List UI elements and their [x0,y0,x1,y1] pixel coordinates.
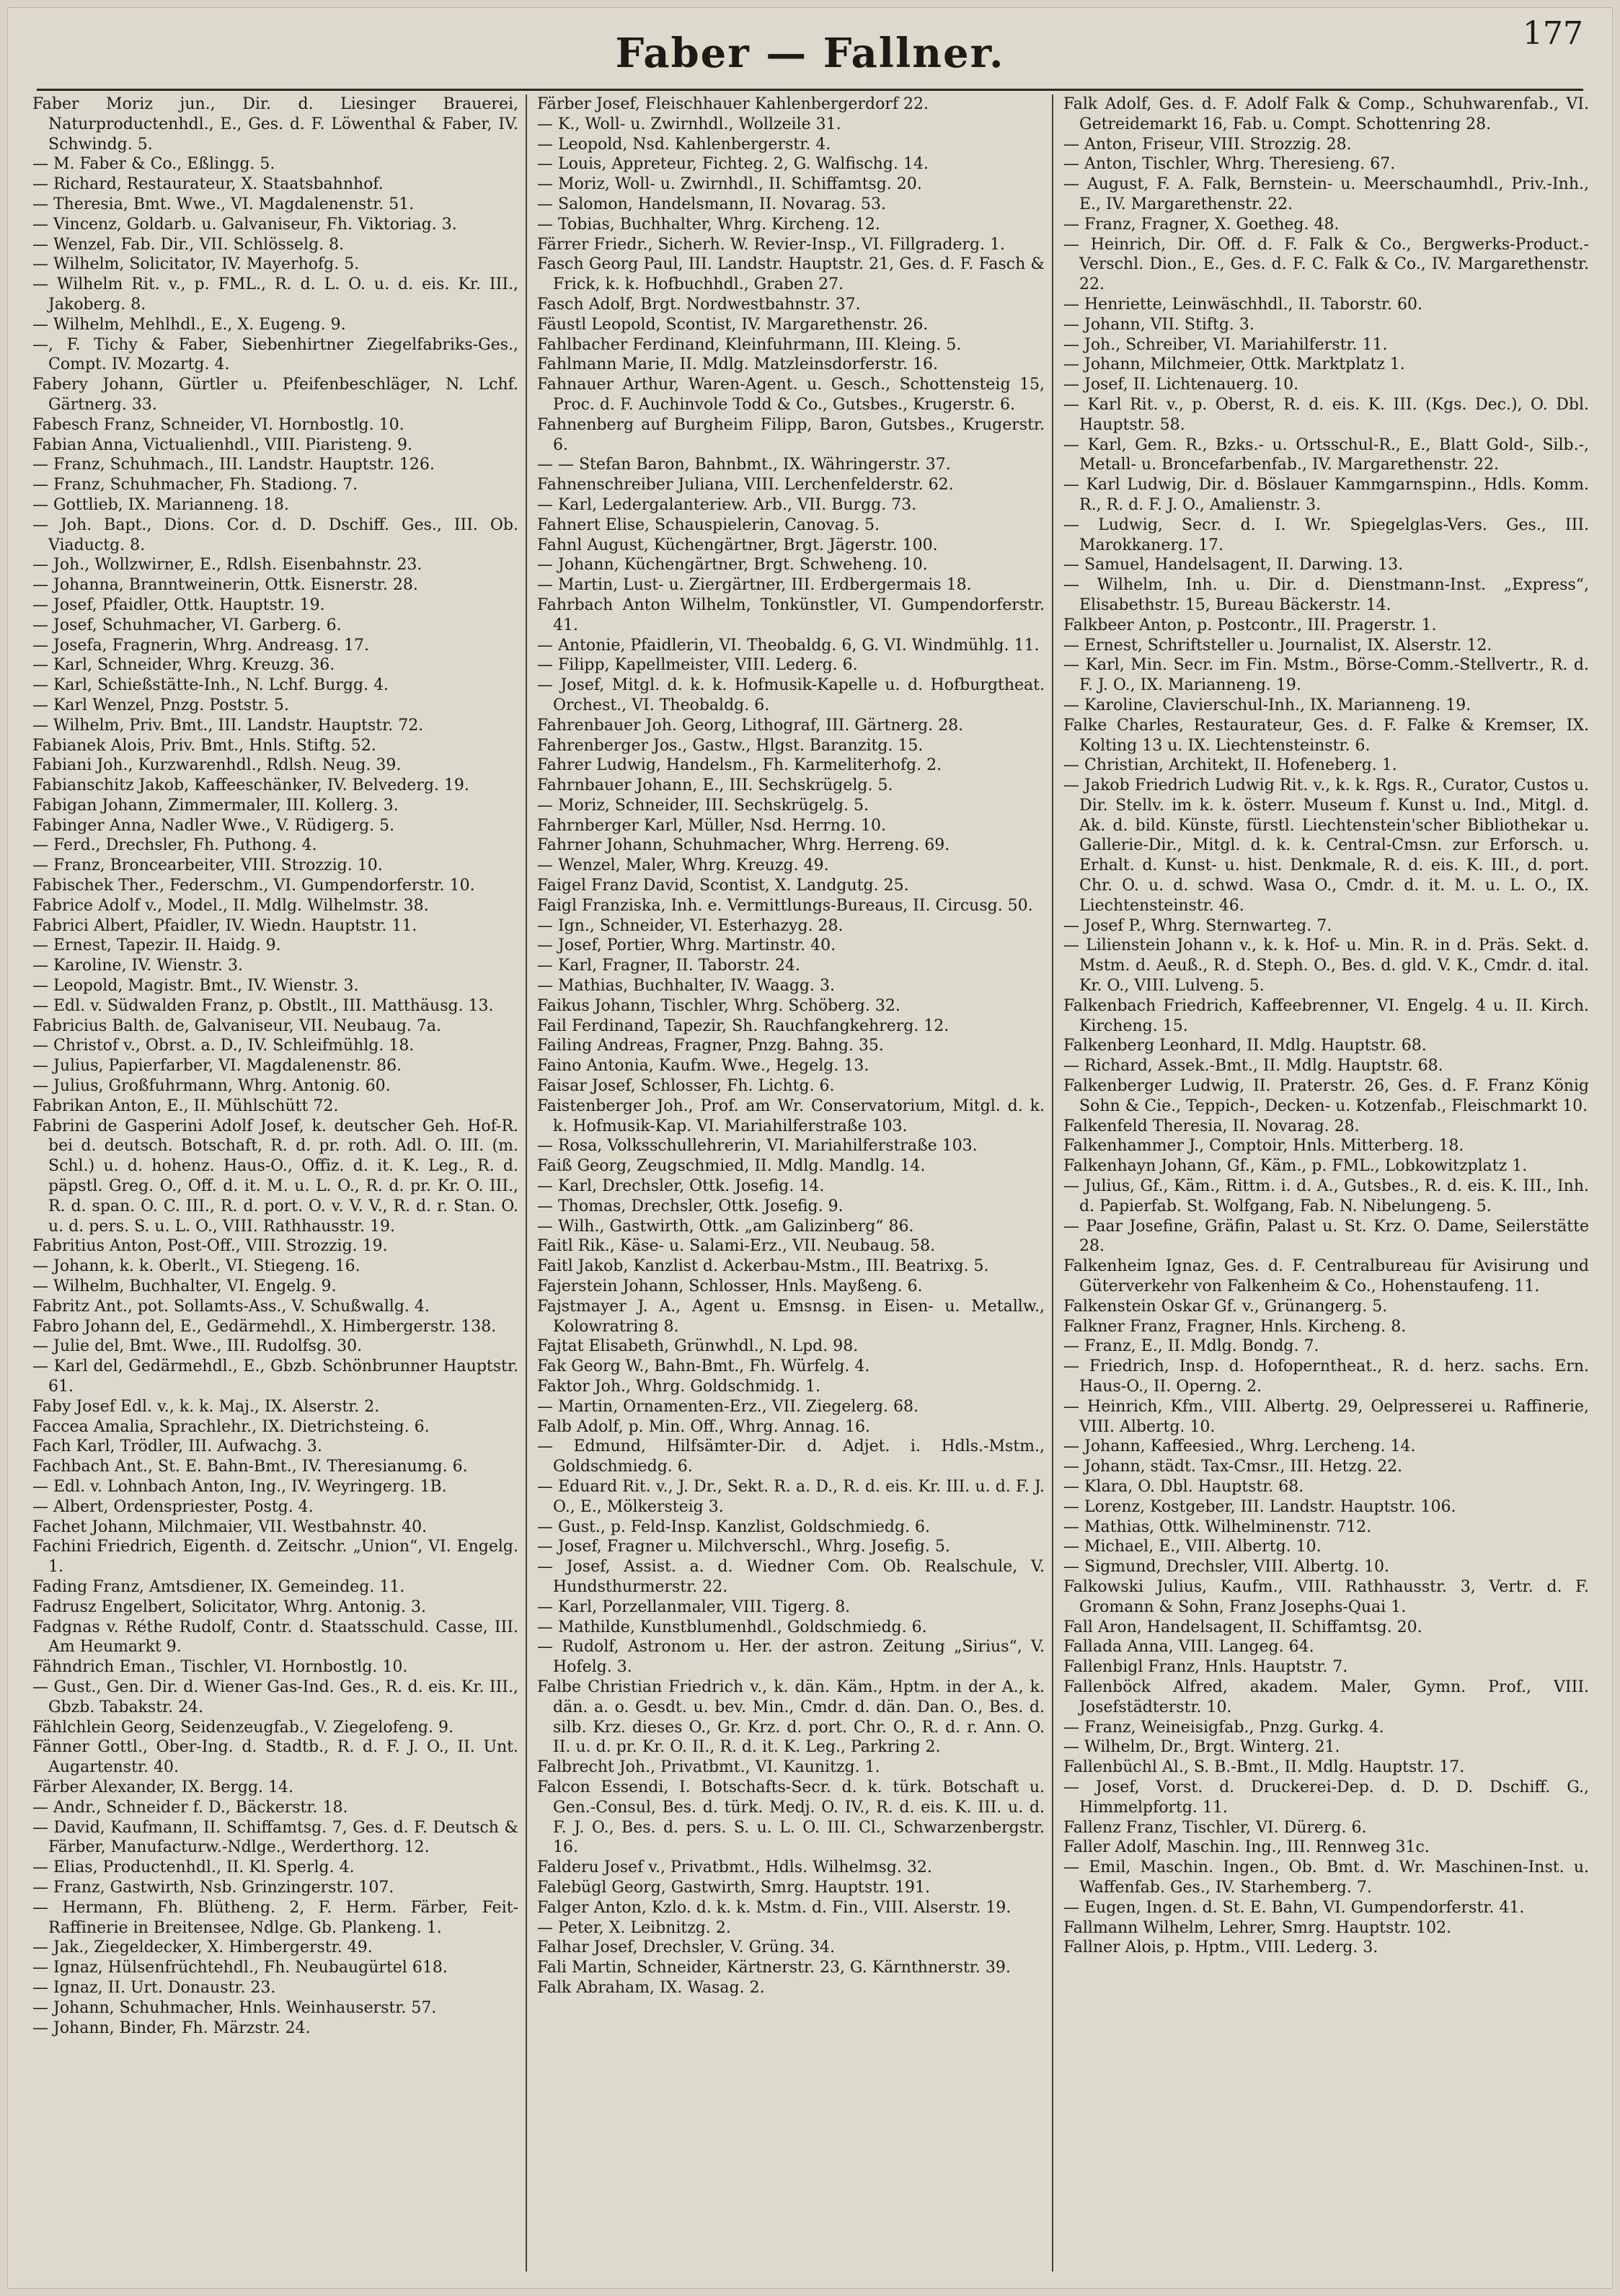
directory-entry: Falebügl Georg, Gastwirth, Smrg. Hauptstr. 191. [537,1878,931,1897]
directory-entry: — Josef, Vorst. d. Druckerei-Dep. d. D. D. Dschiff. G., Himmelpfortg. 11. [1063,1778,1589,1817]
directory-entry: — Heinrich, Dir. Off. d. F. Falk & Co., Bergwerks-Product.-Verschl. Dion., E., Ges. d. F. C. Falk & Co., IV. Margarethenstr. 22. [1063,235,1589,294]
directory-entry: Fählchlein Georg, Seidenzeugfab., V. Ziegelofeng. 9. [32,1718,453,1737]
directory-entry: — Rosa, Volksschullehrerin, VI. Mariahilferstraße 103. [537,1137,978,1156]
directory-entry: — Michael, E., VIII. Albertg. 10. [1063,1538,1322,1556]
directory-entry: — Franz, Weineisigfab., Pnzg. Gurkg. 4. [1063,1718,1384,1737]
directory-entry: Fak Georg W., Bahn-Bmt., Fh. Würfelg. 4. [537,1357,870,1376]
directory-entry: Faber Moriz jun., Dir. d. Liesinger Brauerei, Naturproductenhdl., E., Ges. d. F. Löwenthal & Faber, IV. Schwindg. 5. [32,95,518,154]
directory-column-3 [1053,94,1598,2271]
directory-entry: — David, Kaufmann, II. Schiffamtsg. 7, Ges. d. F. Deutsch & Färber, Manufacturw.-Ndlge., Werderthorg. 12. [32,1818,518,1857]
directory-entry: — Peter, X. Leibnitzg. 2. [537,1918,731,1937]
directory-entry: Faller Adolf, Maschin. Ing., III. Rennweg 31c. [1063,1838,1430,1857]
directory-entry: — Thomas, Drechsler, Ottk. Josefig. 9. [537,1197,844,1215]
directory-entry: Fabery Johann, Gürtler u. Pfeifenbeschläger, N. Lchf. Gärtnerg. 33. [32,376,518,414]
directory-entry: Faccea Amalia, Sprachlehr., IX. Dietrichsteing. 6. [32,1417,430,1436]
directory-entry: — Karl del, Gedärmehdl., E., Gbzb. Schönbrunner Hauptstr. 61. [32,1357,518,1396]
directory-entry: — Julius, Gf., Käm., Rittm. i. d. A., Gutsbes., R. d. eis. K. III., Inh. d. Papierfab. St. Wolfgang, Fab. N. Nibelungeng. 5. [1063,1177,1589,1215]
directory-entry: Fadgnas v. Réthe Rudolf, Contr. d. Staatsschuld. Casse, III. Am Heumarkt 9. [32,1618,518,1657]
directory-entry: Fahlbacher Ferdinand, Kleinfuhrmann, III. Kleing. 5. [537,335,962,354]
directory-entry: — Ernest, Schriftsteller u. Journalist, IX. Alserstr. 12. [1063,636,1492,655]
directory-entry: — Johann, Milchmeier, Ottk. Marktplatz 1. [1063,355,1405,374]
directory-entry: Fallner Alois, p. Hptm., VIII. Lederg. 3. [1063,1938,1378,1957]
directory-entry: — Franz, Fragner, X. Goetheg. 48. [1063,215,1340,234]
directory-entry: — Ernest, Tapezir. II. Haidg. 9. [32,936,281,955]
directory-entry: Falkenheim Ignaz, Ges. d. F. Centralbureau für Avisirung und Güterverkehr von Falkenheim & Co., Hohenstaufeng. 11. [1063,1257,1589,1296]
directory-entry: — Edmund, Hilfsämter-Dir. d. Adjet. i. Hdls.-Mstm., Goldschmiedg. 6. [537,1437,1045,1476]
directory-entry: — Edl. v. Lohnbach Anton, Ing., IV. Weyringerg. 1B. [32,1477,447,1496]
directory-entry: — Karl, Fragner, II. Taborstr. 24. [537,957,800,975]
directory-entry: Fabianschitz Jakob, Kaffeeschänker, IV. Belvederg. 19. [32,776,469,795]
directory-entry: Fali Martin, Schneider, Kärtnerstr. 23, G. Kärnthnerstr. 39. [537,1959,1011,1977]
directory-entry: — Joh., Wollzwirner, E., Rdlsh. Eisenbahnstr. 23. [32,556,422,575]
directory-entry: Fahlmann Marie, II. Mdlg. Matzleinsdorferstr. 16. [537,355,939,374]
directory-entry: Faisar Josef, Schlosser, Fh. Lichtg. 6. [537,1077,835,1096]
directory-entry: Fahnert Elise, Schauspielerin, Canovag. 5. [537,515,880,534]
directory-column-1 [22,94,527,2271]
directory-entry: — Josef P., Whrg. Sternwarteg. 7. [1063,916,1332,935]
directory-entry: — Heinrich, Kfm., VIII. Albertg. 29, Oelpresserei u. Raffinerie, VIII. Albertg. 10. [1063,1397,1589,1436]
directory-entry: Fahrbach Anton Wilhelm, Tonkünstler, VI. Gumpendorferstr. 41. [537,595,1045,634]
directory-entry: Fabrici Albert, Pfaidler, IV. Wiedn. Hauptstr. 11. [32,916,417,935]
directory-entry: Fabian Anna, Victualienhdl., VIII. Piaristeng. 9. [32,435,412,454]
directory-entry: — Jakob Friedrich Ludwig Rit. v., k. k. Rgs. R., Curator, Custos u. Dir. Stellv. im k. k. österr. Museum f. Kunst u. Ind., Mitgl. d. Ak. d. bild. Künste, fürstl. Liechtenstein'scher Bibliothekar u. Gallerie-Dir., Mitgl. d. k. k. Central-Cmsn. zur Erforsch. u. Erhalt. d. Kunst- u. hist. Denkmale, R. d. eis. K. III., d. port. Chr. O. u. d. schwd. Wasa O., Cmdr. d. it. M. u. L. O., IX. Liechtensteinstr. 46. [1063,776,1589,915]
page-title: Faber — Fallner. [615,30,1005,77]
directory-entry: — Wilhelm, Buchhalter, VI. Engelg. 9. [32,1277,337,1296]
directory-entry: Falkenstein Oskar Gf. v., Grünangerg. 5. [1063,1297,1388,1316]
directory-entry: — Johann, VII. Stiftg. 3. [1063,315,1254,334]
directory-entry: — Franz, Schuhmacher, Fh. Stadiong. 7. [32,476,358,495]
directory-entry: Fachbach Ant., St. E. Bahn-Bmt., IV. Theresianumg. 6. [32,1458,468,1476]
directory-entry: — Wilh., Gastwirth, Ottk. „am Galizinberg“ 86. [537,1217,914,1236]
directory-entry: Fahnenberg auf Burgheim Filipp, Baron, Gutsbes., Krugerstr. 6. [537,415,1045,454]
directory-entry: Fabrini de Gasperini Adolf Josef, k. deutscher Geh. Hof-R. bei d. deutsch. Botschaft, R. d. pr. roth. Adl. O. III. (m. Schl.) u. d. hohenz. Haus-O., Offiz. d. it. K. Leg., R. d. päpstl. Greg. O., Off. d. it. M. u. L. O., R. d. pr. Kr. O. III., R. d. span. O. C. III., R. d. port. O. v. V. V., R. d. r. Stan. O. u. d. pers. S. u. L. O., VIII. Rathhausstr. 19. [32,1117,518,1236]
directory-entry: Fajtat Elisabeth, Grünwhdl., N. Lpd. 98. [537,1337,859,1356]
directory-entry: Fabianek Alois, Priv. Bmt., Hnls. Stiftg. 52. [32,736,376,755]
directory-entry: Faitl Rik., Käse- u. Salami-Erz., VII. Neubaug. 58. [537,1237,936,1256]
directory-entry: Falhar Josef, Drechsler, V. Grüng. 34. [537,1938,836,1957]
directory-entry: — M. Faber & Co., Eßlingg. 5. [32,155,275,174]
directory-entry: Fallmann Wilhelm, Lehrer, Smrg. Hauptstr. 102. [1063,1918,1452,1937]
directory-page [7,7,1613,2289]
directory-entry: Fabiani Joh., Kurzwarenhdl., Rdlsh. Neug. 39. [32,756,402,775]
directory-entry: Faigl Franziska, Inh. e. Vermittlungs-Bureaus, II. Circusg. 50. [537,896,1033,915]
directory-entry: — Wenzel, Fab. Dir., VII. Schlösselg. 8. [32,235,345,254]
directory-entry: — Gust., Gen. Dir. d. Wiener Gas-Ind. Ges., R. d. eis. Kr. III., Gbzb. Tabakstr. 24. [32,1677,518,1716]
directory-entry: Fahnenschreiber Juliana, VIII. Lerchenfelderstr. 62. [537,476,954,495]
directory-entry: — Franz, Broncearbeiter, VIII. Strozzig. 10. [32,856,383,875]
directory-entry: — Christian, Architekt, II. Hofeneberg. 1. [1063,756,1397,775]
directory-entry: Failing Andreas, Fragner, Pnzg. Bahng. 35. [537,1037,884,1055]
directory-entry: — Henriette, Leinwäschhdl., II. Taborstr. 60. [1063,295,1422,314]
directory-entry: — Josef, Assist. a. d. Wiedner Com. Ob. Realschule, V. Hundsthurmerstr. 22. [537,1558,1045,1596]
directory-entry: Falcon Essendi, I. Botschafts-Secr. d. k. türk. Botschaft u. Gen.-Consul, Bes. d. türk. Medj. O. IV., R. d. eis. K. III. u. d. F. J. O., Bes. d. pers. S. u. L. O. III. Cl., Schwarzenbergstr. 16. [537,1778,1045,1857]
directory-entry: — Wilhelm, Priv. Bmt., III. Landstr. Hauptstr. 72. [32,716,424,735]
directory-entry: — Johann, k. k. Oberlt., VI. Stiegeng. 16. [32,1257,360,1276]
directory-entry: Fahrner Johann, Schuhmacher, Whrg. Herreng. 69. [537,836,950,855]
directory-entry: — K., Woll- u. Zwirnhdl., Wollzeile 31. [537,115,841,133]
directory-entry: — Richard, Restaurateur, X. Staatsbahnhof. [32,175,384,194]
directory-entry: — Samuel, Handelsagent, II. Darwing. 13. [1063,556,1404,575]
directory-entry: — Hermann, Fh. Blütheng. 2, F. Herm. Färber, Feit-Raffinerie in Breitensee, Ndlge. Gb. Plankeng. 1. [32,1898,518,1937]
directory-entry: — Edl. v. Südwalden Franz, p. Obstlt., III. Matthäusg. 13. [32,996,494,1015]
directory-entry: — Karl, Min. Secr. im Fin. Mstm., Börse-Comm.-Stellvertr., R. d. F. J. O., IX. Marianneng. 19. [1063,656,1589,695]
directory-entry: Fabischek Ther., Federschm., VI. Gumpendorferstr. 10. [32,877,475,895]
directory-entry: — Jak., Ziegeldecker, X. Himbergerstr. 49. [32,1938,373,1957]
directory-entry: — Ignaz, Hülsenfrüchtehdl., Fh. Neubaugürtel 618. [32,1959,448,1977]
directory-entry: Falkenbach Friedrich, Kaffeebrenner, VI. Engelg. 4 u. II. Kirch. Kircheng. 15. [1063,996,1589,1035]
directory-entry: Falk Adolf, Ges. d. F. Adolf Falk & Comp., Schuhwarenfab., VI. Getreidemarkt 16, Fab. u. Compt. Schottenring 28. [1063,95,1589,133]
directory-entry: — Mathilde, Kunstblumenhdl., Goldschmiedg. 6. [537,1618,927,1636]
directory-entry: Falbe Christian Friedrich v., k. dän. Käm., Hptm. in der A., k. dän. a. o. Gesdt. u. bev. Min., Cmdr. d. dän. Dan. O., Bes. d. silb. Krz. dieses O., Gr. Krz. d. port. Chr. O., R. d. r. Ann. O. II. u. d. pr. Kr. O. II., R. d. it. K. Leg., Parkring 2. [537,1677,1045,1757]
directory-entry: — Wilhelm, Mehlhdl., E., X. Eugeng. 9. [32,315,346,334]
directory-entry: — Paar Josefine, Gräfin, Palast u. St. Krz. O. Dame, Seilerstätte 28. [1063,1217,1589,1256]
directory-entry: Fabesch Franz, Schneider, VI. Hornbostlg. 10. [32,415,404,434]
directory-entry: Fallenböck Alfred, akadem. Maler, Gymn. Prof., VIII. Josefstädterstr. 10. [1063,1677,1589,1716]
directory-entry: — Josefa, Fragnerin, Whrg. Andreasg. 17. [32,636,369,655]
directory-entry: — Johanna, Branntweinerin, Ottk. Eisnerstr. 28. [32,576,418,595]
directory-entry: Falkner Franz, Fragner, Hnls. Kircheng. 8. [1063,1317,1407,1336]
directory-entry: — Joh. Bapt., Dions. Cor. d. D. Dschiff. Ges., III. Ob. Viaductg. 8. [32,515,518,554]
directory-entry: Fahrnbauer Johann, E., III. Sechskrügelg. 5. [537,776,893,795]
directory-entry: Falkbeer Anton, p. Postcontr., III. Pragerstr. 1. [1063,616,1437,634]
directory-entry: Fänner Gottl., Ober-Ing. d. Stadtb., R. d. F. J. O., II. Unt. Augartenstr. 40. [32,1738,518,1777]
directory-entry: — Vincenz, Goldarb. u. Galvaniseur, Fh. Viktoriag. 3. [32,215,457,234]
directory-entry: — Leopold, Nsd. Kahlenbergerstr. 4. [537,135,831,154]
directory-entry: — Johann, Kaffeesied., Whrg. Lercheng. 14. [1063,1437,1416,1456]
directory-entry: Fallada Anna, VIII. Langeg. 64. [1063,1638,1314,1657]
directory-entry: — Karl, Gem. R., Bzks.- u. Ortsschul-R., E., Blatt Gold-, Silb.-, Metall- u. Broncefarbenfab., IV. Margarethenstr. 22. [1063,435,1589,474]
directory-entry: — August, F. A. Falk, Bernstein- u. Meerschaumhdl., Priv.-Inh., E., IV. Margarethenstr. 22. [1063,175,1589,213]
directory-entry: Fail Ferdinand, Tapezir, Sh. Rauchfangkehrerg. 12. [537,1016,950,1035]
directory-entry: — Christof v., Obrst. a. D., IV. Schleifmühlg. 18. [32,1037,415,1055]
directory-entry: Fasch Adolf, Brgt. Nordwestbahnstr. 37. [537,295,861,314]
page-number: 177 [1523,15,1583,52]
directory-entry: — Mathias, Ottk. Wilhelminenstr. 712. [1063,1517,1372,1536]
directory-entry: — Karl, Ledergalanteriew. Arb., VII. Burgg. 73. [537,495,917,514]
header-rule [37,89,1583,91]
directory-entry: — Karl Rit. v., p. Oberst, R. d. eis. K. III. (Kgs. Dec.), O. Dbl. Hauptstr. 58. [1063,395,1589,434]
directory-entry: Falger Anton, Kzlo. d. k. k. Mstm. d. Fin., VIII. Alserstr. 19. [537,1898,1012,1917]
directory-entry: Fach Karl, Trödler, III. Aufwachg. 3. [32,1437,322,1456]
directory-entry: — Ludwig, Secr. d. I. Wr. Spiegelglas-Vers. Ges., III. Marokkanerg. 17. [1063,515,1589,554]
directory-entry: Fallenbigl Franz, Hnls. Hauptstr. 7. [1063,1658,1348,1677]
directory-entry: — Moriz, Schneider, III. Sechskrügelg. 5. [537,796,869,815]
directory-entry: Falke Charles, Restaurateur, Ges. d. F. Falke & Kremser, IX. Kolting 13 u. IX. Liechtensteinstr. 6. [1063,716,1589,755]
directory-entry: — Josef, Mitgl. d. k. k. Hofmusik-Kapelle u. d. Hofburgtheat. Orchest., VI. Theobaldg. 6. [537,676,1045,714]
directory-entry: Falderu Josef v., Privatbmt., Hdls. Wilhelmsg. 32. [537,1858,932,1877]
directory-entry: — Franz, Gastwirth, Nsb. Grinzingerstr. 107. [32,1878,394,1897]
directory-entry: Fäustl Leopold, Scontist, IV. Margarethenstr. 26. [537,315,929,334]
directory-entry: Färber Josef, Fleischhauer Kahlenbergerdorf 22. [537,95,929,113]
directory-entry: — Sigmund, Drechsler, VIII. Albertg. 10. [1063,1558,1389,1577]
directory-entry: — Josef, Portier, Whrg. Martinstr. 40. [537,936,836,955]
directory-entry: Fabro Johann del, E., Gedärmehdl., X. Himbergerstr. 138. [32,1317,497,1336]
directory-entry: — Josef, II. Lichtenauerg. 10. [1063,376,1299,394]
directory-entry: Fabrikan Anton, E., II. Mühlschütt 72. [32,1096,339,1115]
directory-entry: — Johann, Schuhmacher, Hnls. Weinhauserstr. 57. [32,1998,437,2017]
directory-entry: Fabrice Adolf v., Model., II. Mdlg. Wilhelmstr. 38. [32,896,429,915]
directory-entry: Färber Alexander, IX. Bergg. 14. [32,1778,294,1796]
directory-entry: Faino Antonia, Kaufm. Wwe., Hegelg. 13. [537,1057,869,1076]
directory-entry: — Salomon, Handelsmann, II. Novarag. 53. [537,195,887,213]
directory-entry: Fähndrich Eman., Tischler, VI. Hornbostlg. 10. [32,1658,408,1677]
directory-entry: — Julius, Großfuhrmann, Whrg. Antonig. 60. [32,1077,391,1096]
directory-entry: Färrer Friedr., Sicherh. W. Revier-Insp., VI. Fillgraderg. 1. [537,235,1006,254]
directory-entry: — Johann, Küchengärtner, Brgt. Schweheng. 10. [537,556,928,575]
directory-entry: — Josef, Schuhmacher, VI. Garberg. 6. [32,616,342,634]
directory-entry: Fabigan Johann, Zimmermaler, III. Kollerg. 3. [32,796,399,815]
directory-entry: Falbrecht Joh., Privatbmt., VI. Kaunitzg. 1. [537,1758,880,1777]
directory-entry: — Leopold, Magistr. Bmt., IV. Wienstr. 3. [32,977,359,996]
directory-entry: — Eugen, Ingen. d. St. E. Bahn, VI. Gumpendorferstr. 41. [1063,1898,1525,1917]
directory-entry: — Theresia, Bmt. Wwe., VI. Magdalenenstr. 51. [32,195,415,213]
directory-entry: — Karl, Porzellanmaler, VIII. Tigerg. 8. [537,1597,851,1616]
directory-entry: Fabinger Anna, Nadler Wwe., V. Rüdigerg. 5. [32,816,395,835]
directory-entry: — Elias, Productenhdl., II. Kl. Sperlg. 4. [32,1858,355,1877]
directory-entry: — Franz, E., II. Mdlg. Bondg. 7. [1063,1337,1319,1356]
directory-entry: — Antonie, Pfaidlerin, VI. Theobaldg. 6, G. VI. Windmühlg. 11. [537,636,1040,655]
directory-entry: — Julius, Papierfarber, VI. Magdalenenstr. 86. [32,1057,402,1076]
directory-entry: — Josef, Pfaidler, Ottk. Hauptstr. 19. [32,595,325,614]
directory-entry: Falk Abraham, IX. Wasag. 2. [537,1978,765,1997]
directory-entry: Fajstmayer J. A., Agent u. Emsnsg. in Eisen- u. Metallw., Kolowratring 8. [537,1297,1045,1336]
directory-entry: Fasch Georg Paul, III. Landstr. Hauptstr. 21, Ges. d. F. Fasch & Frick, k. k. Hofbuchhdl., Graben 27. [537,255,1045,294]
directory-entry: — Rudolf, Astronom u. Her. der astron. Zeitung „Sirius“, V. Hofelg. 3. [537,1638,1045,1677]
directory-entry: Falkenhayn Johann, Gf., Käm., p. FML., Lobkowitzplatz 1. [1063,1157,1528,1176]
directory-entry: — Karl, Schießstätte-Inh., N. Lchf. Burgg. 4. [32,676,389,695]
directory-entry: — Josef, Fragner u. Milchverschl., Whrg. Josefig. 5. [537,1538,950,1556]
directory-entry: Fahnauer Arthur, Waren-Agent. u. Gesch., Schottensteig 15, Proc. d. F. Auchinvole Todd & Co., Gutsbes., Krugerstr. 6. [537,376,1045,414]
directory-entry: — Lilienstein Johann v., k. k. Hof- u. Min. R. in d. Präs. Sekt. d. Mstm. d. Aeuß., R. d. Steph. O., Bes. d. gld. V. K., Cmdr. d. ital. Kr. O., VIII. Lulveng. 5. [1063,936,1589,996]
directory-entry: Fahnl August, Küchengärtner, Brgt. Jägerstr. 100. [537,536,938,554]
directory-entry: Falkowski Julius, Kaufm., VIII. Rathhausstr. 3, Vertr. d. F. Gromann & Sohn, Franz Josephs-Quai 1. [1063,1577,1589,1616]
directory-entry: Faigel Franz David, Scontist, X. Landgutg. 25. [537,877,909,895]
directory-entry: — Ign., Schneider, VI. Esterhazyg. 28. [537,916,844,935]
directory-entry: Faiß Georg, Zeugschmied, II. Mdlg. Mandlg. 14. [537,1157,926,1176]
directory-entry: Fall Aron, Handelsagent, II. Schiffamtsg. 20. [1063,1618,1422,1636]
directory-entry: Falkenberger Ludwig, II. Praterstr. 26, Ges. d. F. Franz König Sohn & Cie., Teppich-, Decken- u. Kotzenfab., Fleischmarkt 10. [1063,1077,1589,1115]
directory-entry: Faby Josef Edl. v., k. k. Maj., IX. Alserstr. 2. [32,1397,380,1416]
directory-entry: — Friedrich, Insp. d. Hofoperntheat., R. d. herz. sachs. Ern. Haus-O., II. Operng. 2. [1063,1357,1589,1396]
directory-entry: — Moriz, Woll- u. Zwirnhdl., II. Schiffamtsg. 20. [537,175,922,194]
directory-entry: — Wilhelm, Dr., Brgt. Winterg. 21. [1063,1738,1340,1757]
directory-entry: — Anton, Tischler, Whrg. Theresieng. 67. [1063,155,1396,174]
directory-entry: Fahrenbauer Joh. Georg, Lithograf, III. Gärtnerg. 28. [537,716,964,735]
directory-entry: Faistenberger Joh., Prof. am Wr. Conservatorium, Mitgl. d. k. k. Hofmusik-Kap. VI. Mariahilferstraße 103. [537,1096,1045,1135]
directory-entry: — Johann, städt. Tax-Cmsr., III. Hetzg. 22. [1063,1458,1403,1476]
directory-entry: Falkenfeld Theresia, II. Novarag. 28. [1063,1117,1360,1135]
directory-entry: — Gottlieb, IX. Marianneng. 18. [32,495,289,514]
directory-entry: — Karoline, IV. Wienstr. 3. [32,957,243,975]
directory-entry: Fabricius Balth. de, Galvaniseur, VII. Neubaug. 7a. [32,1016,442,1035]
directory-entry: — Emil, Maschin. Ingen., Ob. Bmt. d. Wr. Maschinen-Inst. u. Waffenfab. Ges., IV. Starhemberg. 7. [1063,1858,1589,1897]
directory-entry: — Richard, Assek.-Bmt., II. Mdlg. Hauptstr. 68. [1063,1057,1443,1076]
directory-entry: — Wilhelm, Inh. u. Dir. d. Dienstmann-Inst. „Express“, Elisabethstr. 15, Bureau Bäckerstr. 14. [1063,576,1589,614]
directory-column-2 [527,94,1053,2271]
directory-entry: — Filipp, Kapellmeister, VIII. Lederg. 6. [537,656,858,675]
directory-entry: — Tobias, Buchhalter, Whrg. Kircheng. 12. [537,215,880,234]
directory-entry: — Gust., p. Feld-Insp. Kanzlist, Goldschmiedg. 6. [537,1517,931,1536]
directory-entry: — Ignaz, II. Urt. Donaustr. 23. [32,1978,276,1997]
directory-entry: — Ferd., Drechsler, Fh. Puthong. 4. [32,836,317,855]
directory-entry: Falkenberg Leonhard, II. Mdlg. Hauptstr. 68. [1063,1037,1427,1055]
directory-entry: Fachet Johann, Milchmaier, VII. Westbahnstr. 40. [32,1517,428,1536]
directory-entry: — Anton, Friseur, VIII. Strozzig. 28. [1063,135,1352,154]
page-header [8,8,1612,94]
directory-entry: — Wilhelm Rit. v., p. FML., R. d. L. O. u. d. eis. Kr. III., Jakoberg. 8. [32,275,518,314]
directory-entry: Faitl Jakob, Kanzlist d. Ackerbau-Mstm., III. Beatrixg. 5. [537,1257,989,1276]
directory-entry: — Lorenz, Kostgeber, III. Landstr. Hauptstr. 106. [1063,1497,1456,1516]
directory-entry: — Andr., Schneider f. D., Bäckerstr. 18. [32,1798,348,1817]
directory-entry: — Wilhelm, Solicitator, IV. Mayerhofg. 5. [32,255,360,274]
directory-entry: —, F. Tichy & Faber, Siebenhirtner Ziegelfabriks-Ges., Compt. IV. Mozartg. 4. [32,335,518,374]
directory-entry: — Karl Ludwig, Dir. d. Böslauer Kammgarnspinn., Hdls. Komm. R., R. d. F. J. O., Amalienstr. 3. [1063,476,1589,514]
directory-entry: Falkenhammer J., Comptoir, Hnls. Mitterberg. 18. [1063,1137,1464,1156]
directory-entry: Fajerstein Johann, Schlosser, Hnls. Mayßeng. 6. [537,1277,923,1296]
directory-entry: — Franz, Schuhmach., III. Landstr. Hauptstr. 126. [32,456,435,474]
directory-entry: — Karoline, Clavierschul-Inh., IX. Marianneng. 19. [1063,696,1471,714]
directory-entry: Fabritius Anton, Post-Off., VIII. Strozzig. 19. [32,1237,388,1256]
directory-entry: — Joh., Schreiber, VI. Mariahilferstr. 11. [1063,335,1388,354]
directory-entry: — Karl Wenzel, Pnzg. Poststr. 5. [32,696,289,714]
directory-entry: — Martin, Lust- u. Ziergärtner, III. Erdbergermais 18. [537,576,972,595]
directory-entry: Fabritz Ant., pot. Sollamts-Ass., V. Schußwallg. 4. [32,1297,430,1316]
directory-entry: — Martin, Ornamenten-Erz., VII. Ziegelerg. 68. [537,1397,919,1416]
directory-entry: Fallenbüchl Al., S. B.-Bmt., II. Mdlg. Hauptstr. 17. [1063,1758,1465,1777]
directory-entry: — Karl, Schneider, Whrg. Kreuzg. 36. [32,656,335,675]
directory-entry: Faikus Johann, Tischler, Whrg. Schöberg. 32. [537,996,900,1015]
directory-entry: — Karl, Drechsler, Ottk. Josefig. 14. [537,1177,825,1196]
directory-entry: Fahrer Ludwig, Handelsm., Fh. Karmeliterhofg. 2. [537,756,942,775]
directory-entry: — Klara, O. Dbl. Hauptstr. 68. [1063,1477,1304,1496]
directory-entry: — Mathias, Buchhalter, IV. Waagg. 3. [537,977,835,996]
directory-entry: — Wenzel, Maler, Whrg. Kreuzg. 49. [537,856,829,875]
directory-entry: Falb Adolf, p. Min. Off., Whrg. Annag. 16. [537,1417,871,1436]
directory-entry: Fahrnberger Karl, Müller, Nsd. Herrng. 10. [537,816,887,835]
directory-entry: — Albert, Ordenspriester, Postg. 4. [32,1497,314,1516]
directory-entry: — Julie del, Bmt. Wwe., III. Rudolfsg. 30. [32,1337,363,1356]
directory-entry: Fachini Friedrich, Eigenth. d. Zeitschr. „Union“, VI. Engelg. 1. [32,1538,518,1577]
directory-entry: — Johann, Binder, Fh. Märzstr. 24. [32,2018,311,2037]
directory-entry: Fallenz Franz, Tischler, VI. Dürerg. 6. [1063,1818,1367,1837]
directory-entry: Fadrusz Engelbert, Solicitator, Whrg. Antonig. 3. [32,1597,426,1616]
directory-entry: Fahrenberger Jos., Gastw., Hlgst. Baranzitg. 15. [537,736,924,755]
directory-entry: Faktor Joh., Whrg. Goldschmidg. 1. [537,1378,821,1396]
directory-entry: — — Stefan Baron, Bahnbmt., IX. Währingerstr. 37. [537,456,951,474]
directory-entry: — Eduard Rit. v., J. Dr., Sekt. R. a. D., R. d. eis. Kr. III. u. d. F. J. O., E., Mölkersteig 3. [537,1477,1045,1516]
directory-entry: — Louis, Appreteur, Fichteg. 2, G. Walfischg. 14. [537,155,929,174]
directory-entry: Fading Franz, Amtsdiener, IX. Gemeindeg. 11. [32,1577,405,1596]
